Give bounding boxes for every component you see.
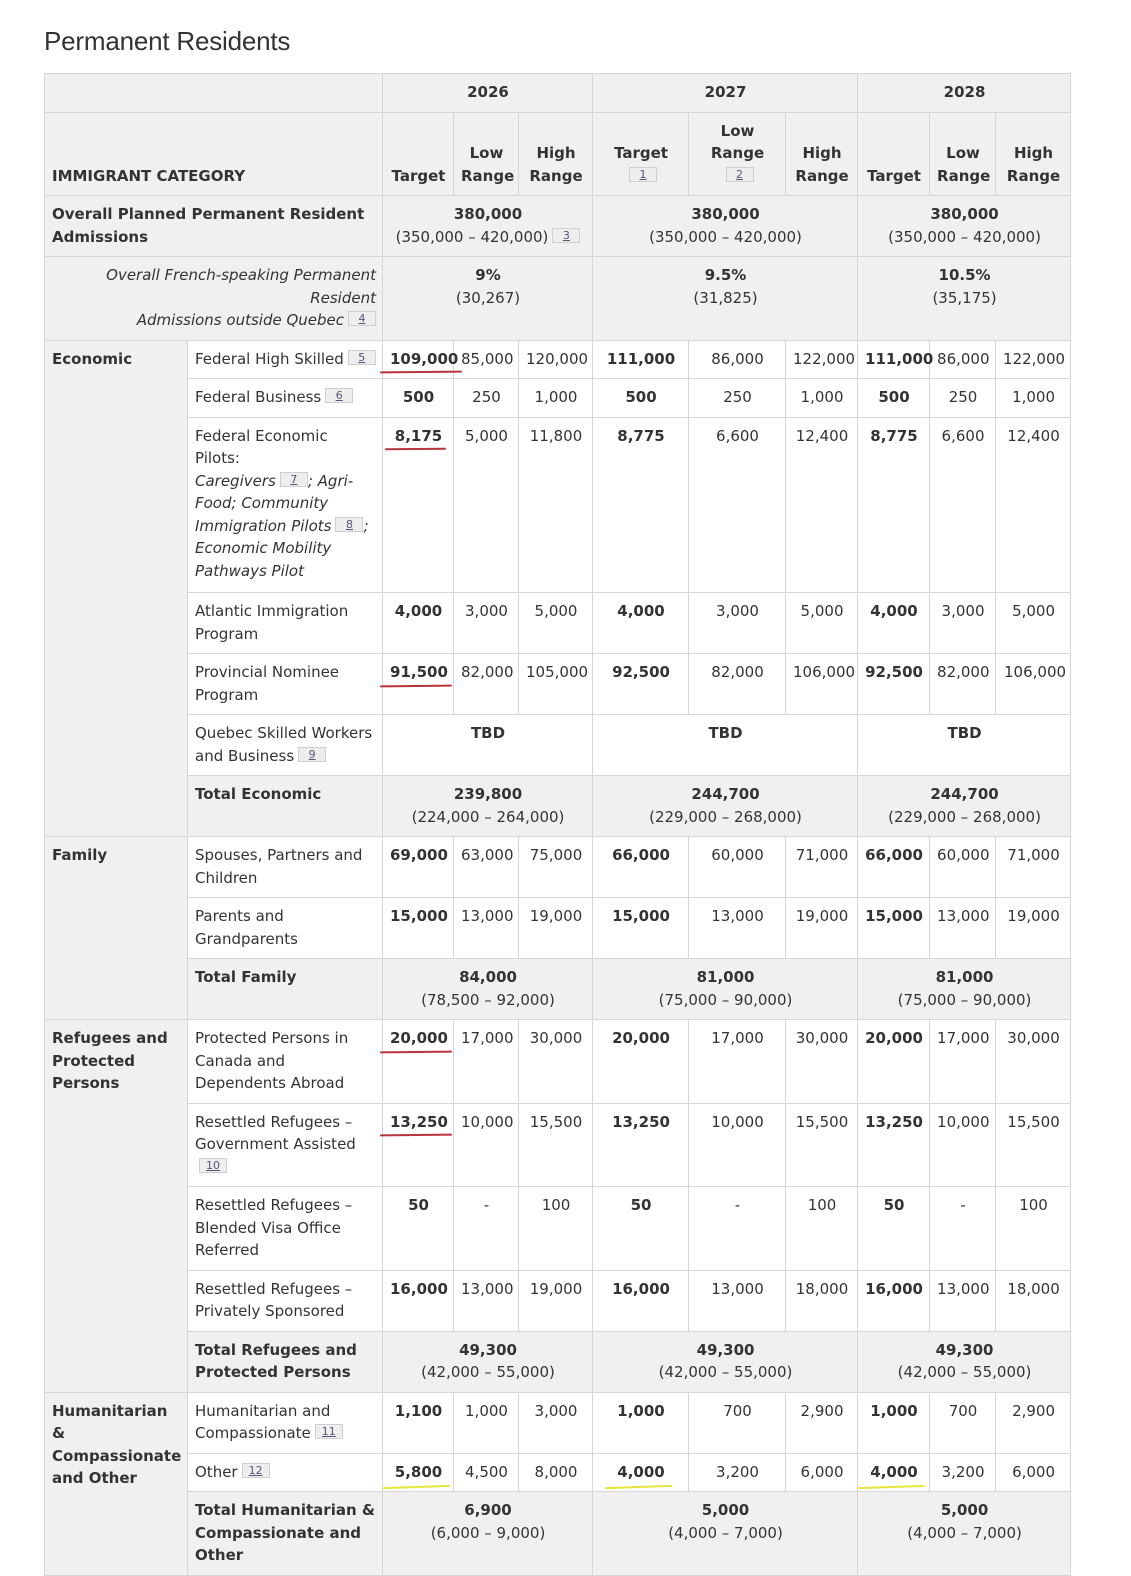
table-row: Resettled Refugees – Privately Sponsored 16,000 13,000 19,000 16,000 13,000 18,000 16,000 13,000 18,000 <box>45 1270 1071 1331</box>
red-underline-annotation: 13,250 <box>390 1111 448 1134</box>
table-row: Atlantic Immigration Program 4,000 3,000 5,000 4,000 3,000 5,000 4,000 3,000 5,000 <box>45 593 1071 654</box>
overall-2027: 380,000 (350,000 – 420,000) <box>593 196 858 257</box>
group-refugees: Refugees and Protected Persons <box>45 1020 188 1393</box>
permanent-residents-table <box>44 73 1071 1576</box>
red-underline-annotation: 8,175 <box>395 425 442 448</box>
row-label: Resettled Refugees – Government Assisted10 <box>188 1103 383 1187</box>
col-high-2026: High Range <box>519 112 593 196</box>
row-label: Federal Business 6 <box>188 379 383 418</box>
col-target-2028: Target <box>858 112 930 196</box>
french-2027: 9.5% (31,825) <box>593 257 858 341</box>
total-row: Total Humanitarian & Compassionate and Other 6,900 (6,000 – 9,000) 5,000 (4,000 – 7,000) 5,000 (4,000 – 7,000) <box>45 1492 1071 1576</box>
table-row: Humanitarian & Compassionate and Other Humanitarian and Compassionate 11 1,100 1,000 3,000 1,000 700 2,900 1,000 700 2,900 <box>45 1392 1071 1453</box>
col-high-2028: High Range <box>996 112 1071 196</box>
col-low-2026: Low Range <box>454 112 519 196</box>
col-target-2026: Target <box>383 112 454 196</box>
total-row: Total Refugees and Protected Persons 49,300 (42,000 – 55,000) 49,300 (42,000 – 55,000) 49,300 (42,000 – 55,000) <box>45 1331 1071 1392</box>
footnote-link[interactable]: 1 <box>629 167 657 182</box>
red-underline-annotation: 109,000 <box>390 348 458 371</box>
group-economic: Economic <box>45 340 188 837</box>
footnote-link[interactable]: 11 <box>315 1424 343 1439</box>
row-label: Provincial Nominee Program <box>188 654 383 715</box>
immigrant-category-header: IMMIGRANT CATEGORY <box>45 112 383 196</box>
footnote-link[interactable]: 2 <box>726 167 754 182</box>
col-low-2027: Low Range2 <box>689 112 786 196</box>
table-row: Resettled Refugees – Blended Visa Office Referred 50 - 100 50 - 100 50 - 100 <box>45 1187 1071 1271</box>
footnote-link[interactable]: 6 <box>325 388 353 403</box>
row-label: Atlantic Immigration Program <box>188 593 383 654</box>
total-label: Total Humanitarian & Compassionate and Other <box>188 1492 383 1576</box>
footnote-link[interactable]: 9 <box>298 747 326 762</box>
french-speaking-label: Overall French-speaking Permanent Resident Admissions outside Quebec 4 <box>45 257 383 341</box>
total-row: Total Economic 239,800 (224,000 – 264,000) 244,700 (229,000 – 268,000) 244,700 (229,000 – 268,000) <box>45 776 1071 837</box>
row-label: Humanitarian and Compassionate 11 <box>188 1392 383 1453</box>
red-underline-annotation: 91,500 <box>390 661 448 684</box>
overall-2028: 380,000 (350,000 – 420,000) <box>858 196 1071 257</box>
header-blank <box>45 74 383 113</box>
row-label: Parents and Grandparents <box>188 898 383 959</box>
row-label: Other 12 <box>188 1453 383 1492</box>
row-label: Resettled Refugees – Privately Sponsored <box>188 1270 383 1331</box>
footnote-link[interactable]: 3 <box>552 228 580 243</box>
table-row: Other 12 5,800 4,500 8,000 4,000 3,200 6,000 4,000 3,200 6,000 <box>45 1453 1071 1492</box>
overall-label: Overall Planned Permanent Resident Admissions <box>45 196 383 257</box>
row-label: Federal Economic Pilots: Caregivers 7 ; Agri-Food; Community Immigration Pilots 8 ; Economic Mobility Pathways Pilot <box>188 417 383 593</box>
table-row: Resettled Refugees – Government Assisted10 13,250 10,000 15,500 13,250 10,000 15,500 13,250 10,000 15,500 <box>45 1103 1071 1187</box>
overall-2026: 380,000 (350,000 – 420,000) 3 <box>383 196 593 257</box>
year-header-2027: 2027 <box>593 74 858 113</box>
year-header-2028: 2028 <box>858 74 1071 113</box>
row-label: Protected Persons in Canada and Dependents Abroad <box>188 1020 383 1104</box>
year-header-2026: 2026 <box>383 74 593 113</box>
footnote-link[interactable]: 7 <box>280 472 308 487</box>
yellow-underline-annotation: 4,000 <box>870 1461 917 1484</box>
row-label: Quebec Skilled Workers and Business 9 <box>188 715 383 776</box>
footnote-link[interactable]: 5 <box>348 350 376 365</box>
total-label: Total Family <box>188 959 383 1020</box>
french-speaking-row <box>45 257 1071 341</box>
footnote-link[interactable]: 10 <box>199 1158 227 1173</box>
red-underline-annotation: 20,000 <box>390 1027 448 1050</box>
table-row: Provincial Nominee Program 91,500 82,000 105,000 92,500 82,000 106,000 92,500 82,000 106,000 <box>45 654 1071 715</box>
page-title: Permanent Residents <box>44 26 291 56</box>
total-label: Total Refugees and Protected Persons <box>188 1331 383 1392</box>
table-row: Federal Business 6 500 250 1,000 500 250 1,000 500 250 1,000 <box>45 379 1071 418</box>
table-row: Family Spouses, Partners and Children 69,000 63,000 75,000 66,000 60,000 71,000 66,000 60,000 71,000 <box>45 837 1071 898</box>
table-row: Quebec Skilled Workers and Business 9 TBD TBD TBD <box>45 715 1071 776</box>
col-high-2027: High Range <box>786 112 858 196</box>
total-label: Total Economic <box>188 776 383 837</box>
overall-row <box>45 196 1071 257</box>
footnote-link[interactable]: 4 <box>348 311 376 326</box>
col-target-2027: Target1 <box>593 112 689 196</box>
french-2026: 9% (30,267) <box>383 257 593 341</box>
yellow-underline-annotation: 5,800 <box>395 1461 442 1484</box>
footnote-link[interactable]: 8 <box>335 517 363 532</box>
group-family: Family <box>45 837 188 1020</box>
footnote-link[interactable]: 12 <box>242 1463 270 1478</box>
row-label: Spouses, Partners and Children <box>188 837 383 898</box>
french-2028: 10.5% (35,175) <box>858 257 1071 341</box>
table-row: Economic Federal High Skilled 5 109,000 85,000 120,000 111,000 86,000 122,000 111,000 86,000 122,000 <box>45 340 1071 379</box>
row-label: Resettled Refugees – Blended Visa Office Referred <box>188 1187 383 1271</box>
row-label: Federal High Skilled 5 <box>188 340 383 379</box>
total-row: Total Family 84,000 (78,500 – 92,000) 81,000 (75,000 – 90,000) 81,000 (75,000 – 90,000) <box>45 959 1071 1020</box>
table-row: Parents and Grandparents 15,000 13,000 19,000 15,000 13,000 19,000 15,000 13,000 19,000 <box>45 898 1071 959</box>
yellow-underline-annotation: 4,000 <box>617 1461 664 1484</box>
group-humanitarian: Humanitarian & Compassionate and Other <box>45 1392 188 1575</box>
col-low-2028: Low Range <box>930 112 996 196</box>
table-row: Federal Economic Pilots: Caregivers 7 ; Agri-Food; Community Immigration Pilots 8 ; Economic Mobility Pathways Pilot 8,175 5,000 11,800 8,775 6,600 12,400 8,775 6,600 12,400 <box>45 417 1071 593</box>
table-row: Refugees and Protected Persons Protected Persons in Canada and Dependents Abroad 20,000 17,000 30,000 20,000 17,000 30,000 20,000 17,000 30,000 <box>45 1020 1071 1104</box>
